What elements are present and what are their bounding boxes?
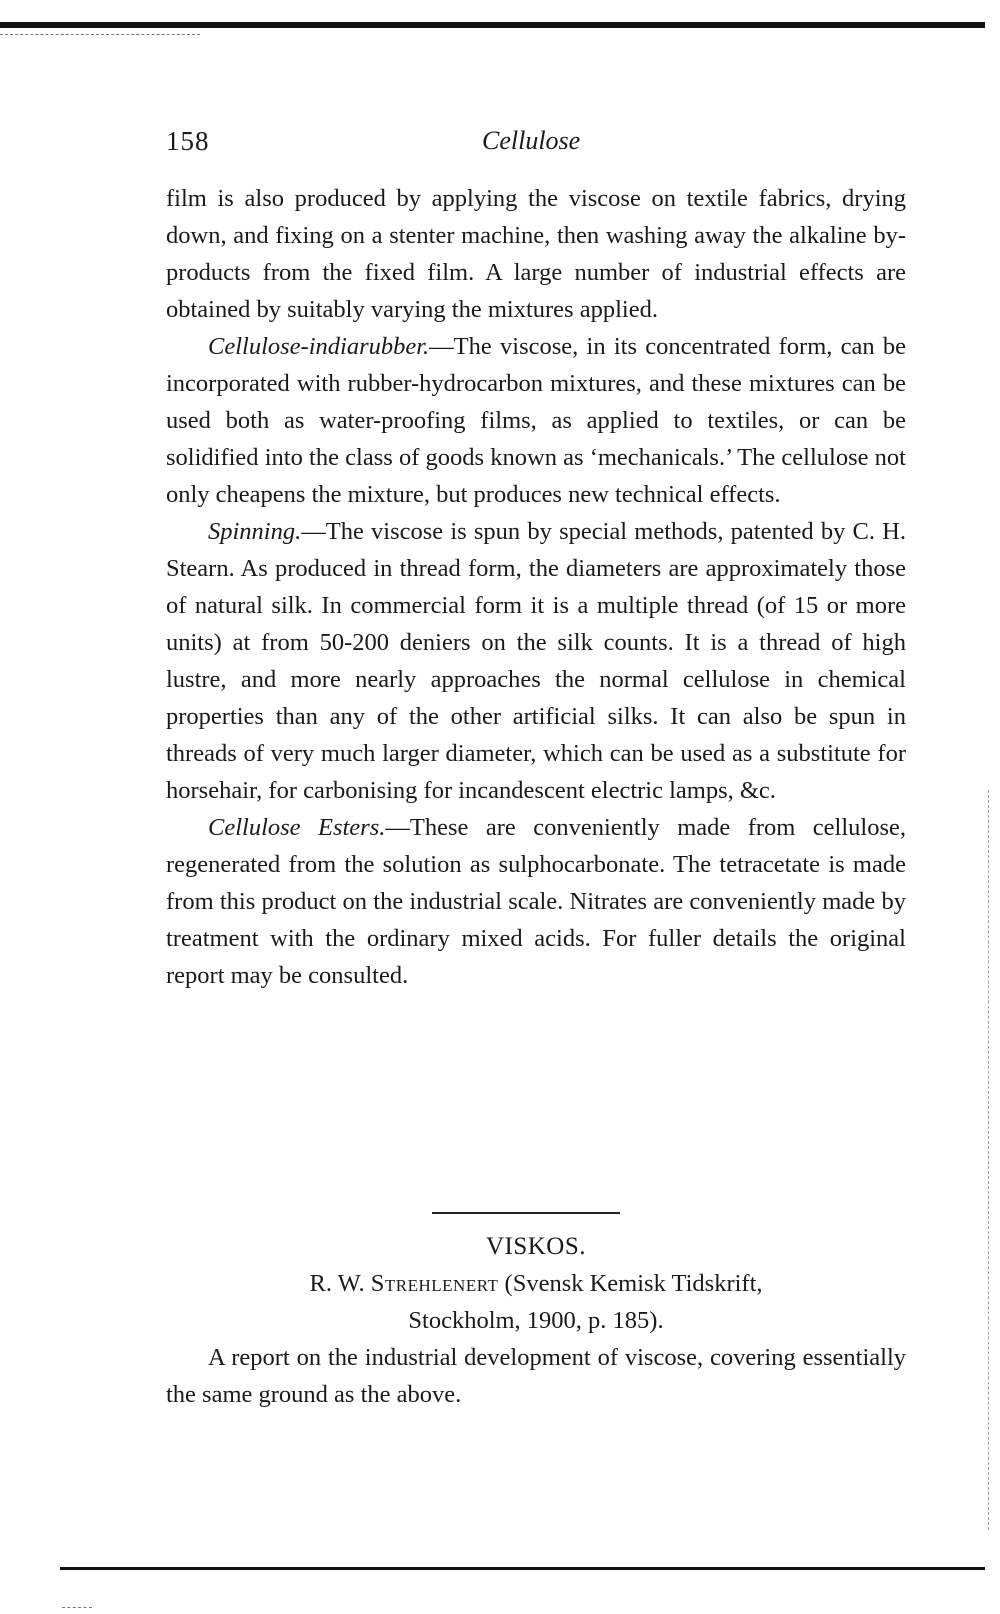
citation-line-2: Stockholm, 1900, p. 185). — [408, 1307, 664, 1334]
section-summary: A report on the industrial development of viscose, covering essentially the same ground as the above. — [166, 1344, 906, 1408]
top-faint-rule — [0, 34, 200, 36]
paragraph-text: film is also produced by applying the viscose on textile fabrics, drying down, and fixing on a stenter machine, then washing away the alkaline by-products from the fixed film. A large number of industrial effects are obtained by suitably varying the mixtures applied. — [166, 185, 906, 323]
bottom-rule — [60, 1567, 985, 1570]
section-divider — [432, 1212, 620, 1214]
page-edge-marks — [988, 790, 991, 1530]
paragraph-text: —The viscose is spun by special methods, patented by C. H. Stearn. As produced in thread form, the diameters are approximately those of natural silk. In commercial form it is a multiple thread (of 15 or more units) at from 50-200 deniers on the silk counts. It is a thread of high lustre, and more nearly approaches the normal cellulose in chemical properties than any of the other artificial silks. It can also be spun in threads of very much larger diameter, which can be used as a substitute for horsehair, for carbonising for incandescent electric lamps, &c. — [166, 518, 906, 804]
paragraph-label: Cellulose-indiarubber. — [208, 333, 430, 360]
author-initials: R. W. — [309, 1270, 371, 1297]
viskos-section — [166, 1228, 906, 1413]
author-surname: Strehlenert — [370, 1270, 499, 1297]
paragraph-text: —The viscose, in its concentrated form, can be incorporated with rubber-hydrocarbon mixtures, and these mixtures can be used both as water-proofing films, as applied to textiles, or can be solidified into the class of goods known as ‘mechanicals.’ The cellulose not only cheapens the mixture, but produces new technical effects. — [166, 333, 906, 508]
page-number: 158 — [166, 126, 210, 156]
paragraph-cellulose-esters — [166, 809, 906, 994]
paragraph-spinning — [166, 513, 906, 809]
paragraph-text: —These are conveniently made from cellulose, regenerated from the solution as sulphocarbonate. The tetracetate is made from this product on the industrial scale. Nitrates are conveniently made by treatment with the ordinary mixed acids. For fuller details the original report may be consulted. — [166, 814, 907, 989]
source-line-1: (Svensk Kemisk Tidskrift, — [498, 1270, 763, 1297]
body-text — [166, 180, 906, 994]
citation-line-1 — [166, 1265, 906, 1302]
page-header — [166, 126, 906, 166]
paragraph-cellulose-indiarubber — [166, 328, 906, 513]
paragraph-label: Cellulose Esters. — [208, 814, 386, 841]
paragraph-film — [166, 180, 906, 328]
paragraph-label: Spinning. — [208, 518, 302, 545]
section-title: VISKOS. — [485, 1233, 587, 1260]
running-title: Cellulose — [482, 126, 581, 155]
bottom-faint-rule — [62, 1607, 92, 1609]
top-rule — [0, 22, 985, 28]
